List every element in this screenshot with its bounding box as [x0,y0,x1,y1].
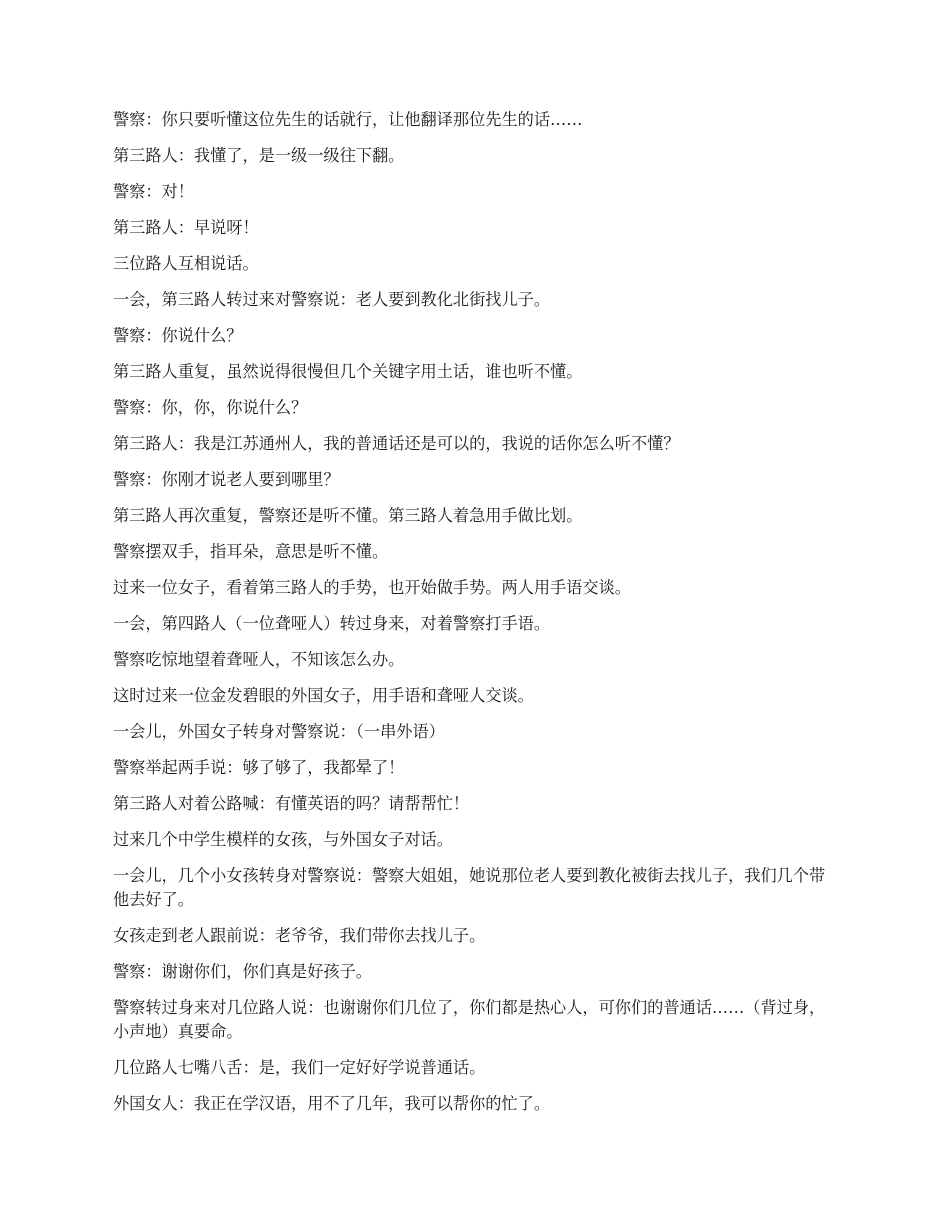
paragraph: 一会，第四路人（一位聋哑人）转过身来，对着警察打手语。 [113,614,551,633]
paragraph: 几位路人七嘴八舌：是，我们一定好好学说普通话。 [113,1058,486,1077]
paragraph: 第三路人再次重复，警察还是听不懂。第三路人着急用手做比划。 [113,506,583,525]
paragraph: 警察吃惊地望着聋哑人，不知该怎么办。 [113,650,405,669]
paragraph: 警察：你只要听懂这位先生的话就行，让他翻译那位先生的话…… [113,110,583,129]
paragraph: 警察举起两手说：够了够了，我都晕了！ [113,758,405,777]
paragraph: 第三路人：早说呀！ [113,218,259,237]
paragraph: 一会，第三路人转过来对警察说：老人要到教化北街找儿子。 [113,290,551,309]
paragraph: 第三路人重复，虽然说得很慢但几个关键字用土话，谁也听不懂。 [113,362,583,381]
paragraph: 警察：谢谢你们，你们真是好孩子。 [113,962,372,981]
paragraph: 三位路人互相说话。 [113,254,259,273]
paragraph: 警察：对！ [113,182,194,201]
paragraph: 警察转过身来对几位路人说：也谢谢你们几位了，你们都是热心人，可你们的普通话……（背过身，小声地）真要命。 [113,998,826,1041]
paragraph: 警察：你说什么？ [113,326,243,345]
paragraph: 一会儿，几个小女孩转身对警察说：警察大姐姐，她说那位老人要到教化被街去找儿子，我们几个带他去好了。 [113,866,826,909]
paragraph: 警察：你，你，你说什么？ [113,398,308,417]
paragraph: 第三路人：我懂了，是一级一级往下翻。 [113,146,405,165]
paragraph: 女孩走到老人跟前说：老爷爷，我们带你去找儿子。 [113,926,486,945]
paragraph: 过来几个中学生模样的女孩，与外国女子对话。 [113,830,453,849]
paragraph: 外国女人：我正在学汉语，用不了几年，我可以帮你的忙了。 [113,1094,551,1113]
paragraph: 警察摆双手，指耳朵，意思是听不懂。 [113,542,389,561]
paragraph: 过来一位女子，看着第三路人的手势，也开始做手势。两人用手语交谈。 [113,578,631,597]
paragraph: 第三路人：我是江苏通州人，我的普通话还是可以的，我说的话你怎么听不懂？ [113,434,680,453]
paragraph: 第三路人对着公路喊：有懂英语的吗？请帮帮忙！ [113,794,470,813]
paragraph: 这时过来一位金发碧眼的外国女子，用手语和聋哑人交谈。 [113,686,534,705]
paragraph: 一会儿，外国女子转身对警察说：（一串外语） [113,722,445,741]
document-body [113,108,838,1128]
paragraph: 警察：你刚才说老人要到哪里？ [113,470,340,489]
